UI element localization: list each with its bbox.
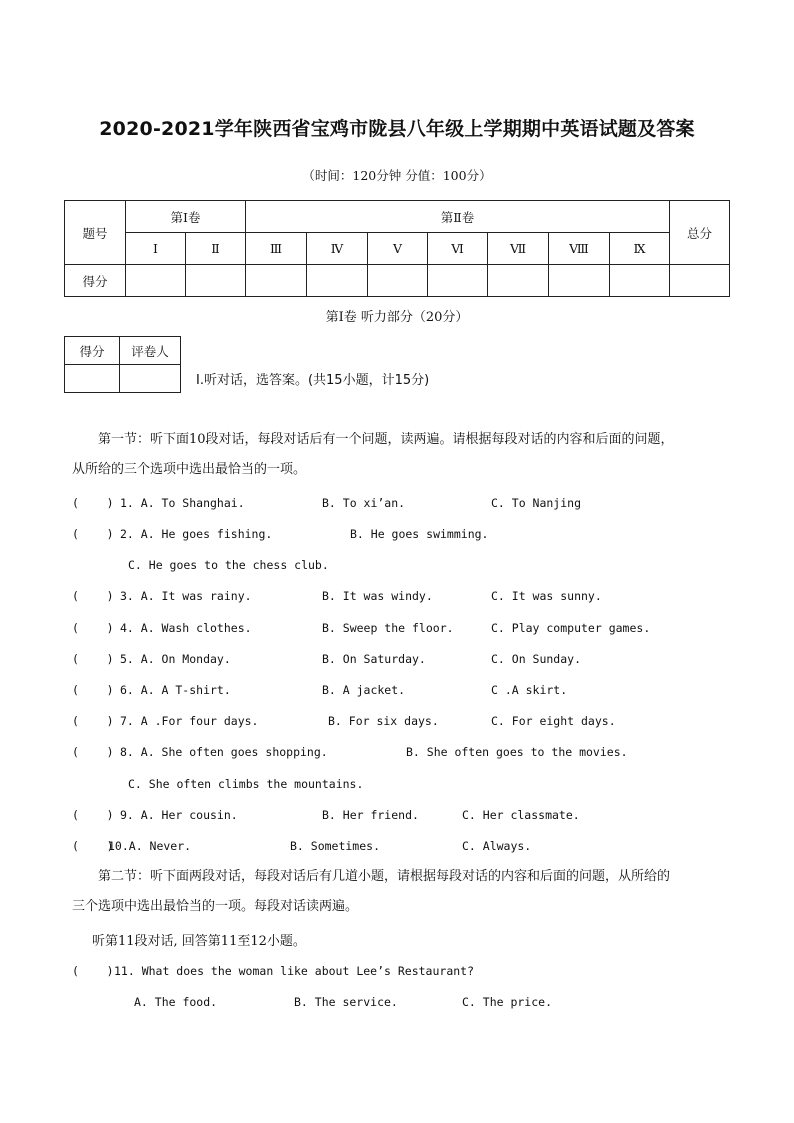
- option-a: 6. A. A T-shirt.: [120, 683, 231, 697]
- section2-intro-line2: 三个选项中选出最恰当的一项。每段对话读两遍。: [72, 899, 359, 914]
- option-c: C .A skirt.: [491, 683, 568, 697]
- answer-blank[interactable]: ( ): [72, 745, 114, 759]
- answer-blank[interactable]: ( ): [72, 714, 114, 728]
- option-c: C. It was sunny.: [491, 589, 602, 603]
- question-row: [72, 555, 732, 575]
- question-row: [72, 524, 732, 544]
- col-6: Ⅵ: [428, 233, 488, 265]
- option-b: B. On Saturday.: [322, 652, 426, 666]
- option-b: B. Sweep the floor.: [322, 621, 454, 635]
- question-row: [72, 774, 732, 794]
- question-row: [72, 649, 732, 669]
- score-cell[interactable]: [246, 265, 307, 297]
- exam-subtitle: （时间：120分钟 分值：100分）: [302, 168, 492, 183]
- part1-heading: I.听对话，选答案。(共15小题，计15分): [196, 373, 430, 388]
- option-c: C. Always.: [462, 839, 532, 853]
- score-cell[interactable]: [368, 265, 428, 297]
- grader-score-cell[interactable]: [65, 365, 120, 393]
- section2-intro: [72, 862, 732, 922]
- score-cell[interactable]: [549, 265, 610, 297]
- score-cell[interactable]: [126, 265, 186, 297]
- option-a: 1. A. To Shanghai.: [120, 496, 245, 510]
- score-cell[interactable]: [307, 265, 368, 297]
- col-8: Ⅷ: [549, 233, 610, 265]
- option-b: B. To xi’an.: [322, 496, 406, 510]
- section-heading: 第Ⅰ卷 听力部分（20分）: [325, 310, 469, 325]
- option-c: C. On Sunday.: [491, 652, 582, 666]
- section1-intro-line2: 从所给的三个选项中选出最恰当的一项。: [72, 462, 307, 477]
- total-label: 总分: [670, 201, 730, 265]
- option-a: 5. A. On Monday.: [120, 652, 231, 666]
- grader-score-label: 得分: [65, 337, 120, 365]
- grader-name-label: 评卷人: [120, 337, 181, 365]
- section2-intro-line1: 第二节：听下面两段对话，每段对话后有几道小题，请根据每段对话的内容和后面的问题，从所给的: [98, 869, 671, 884]
- col-5: Ⅴ: [368, 233, 428, 265]
- section1-intro: [72, 425, 732, 485]
- question-row: [72, 680, 732, 700]
- question-row: [72, 493, 732, 513]
- question-11-options: [72, 992, 732, 1012]
- option-b: B. It was windy.: [322, 589, 433, 603]
- option-a: 10.A. Never.: [108, 839, 192, 853]
- option-c: C. For eight days.: [491, 714, 616, 728]
- option-c: C. She often climbs the mountains.: [128, 777, 364, 791]
- option-c: C. Her classmate.: [462, 808, 580, 822]
- part1-label: 第Ⅰ卷: [126, 201, 246, 233]
- option-c: C. To Nanjing: [491, 496, 582, 510]
- score-table: [64, 200, 730, 297]
- question-11: [72, 961, 732, 981]
- answer-blank[interactable]: ( ): [72, 808, 114, 822]
- score-cell[interactable]: [186, 265, 246, 297]
- option-a: 8. A. She often goes shopping.: [120, 745, 328, 759]
- answer-blank[interactable]: ( ): [72, 527, 114, 541]
- col-9: Ⅸ: [610, 233, 670, 265]
- question-stem: 11. What does the woman like about Lee’s Restaurant?: [114, 964, 475, 978]
- section1-intro-line1: 第一节：听下面10段对话，每段对话后有一个问题，读两遍。请根据每段对话的内容和后面的问题，: [98, 432, 674, 447]
- col-3: Ⅲ: [246, 233, 307, 265]
- option-a: 2. A. He goes fishing.: [120, 527, 273, 541]
- option-c: C. Play computer games.: [491, 621, 651, 635]
- option-a: 7. A .For four days.: [120, 714, 259, 728]
- dialog11-intro: 听第11段对话, 回答第11至12小题。: [92, 934, 306, 949]
- question-row: [72, 618, 732, 638]
- col-4: Ⅳ: [307, 233, 368, 265]
- question-row: [72, 711, 732, 731]
- question-row: [72, 836, 732, 856]
- score-header-label: 题号: [65, 201, 126, 265]
- answer-blank[interactable]: ( ): [72, 683, 114, 697]
- col-2: Ⅱ: [186, 233, 246, 265]
- option-a: 4. A. Wash clothes.: [120, 621, 252, 635]
- option-c: C. The price.: [462, 995, 553, 1009]
- answer-blank[interactable]: ( ): [72, 964, 114, 978]
- col-7: Ⅶ: [488, 233, 549, 265]
- option-b: B. She often goes to the movies.: [406, 745, 628, 759]
- option-a: 9. A. Her cousin.: [120, 808, 238, 822]
- answer-blank[interactable]: ( ): [72, 621, 114, 635]
- answer-blank[interactable]: ( ): [72, 652, 114, 666]
- grader-name-cell[interactable]: [120, 365, 181, 393]
- option-b: B. Her friend.: [322, 808, 419, 822]
- answer-blank[interactable]: ( ): [72, 589, 114, 603]
- option-b: B. Sometimes.: [290, 839, 381, 853]
- question-row: [72, 742, 732, 762]
- option-b: B. The service.: [294, 995, 398, 1009]
- score-cell[interactable]: [670, 265, 730, 297]
- score-cell[interactable]: [610, 265, 670, 297]
- option-a: A. The food.: [134, 995, 218, 1009]
- page-title: 2020-2021学年陕西省宝鸡市陇县八年级上学期期中英语试题及答案: [99, 118, 695, 140]
- question-row: [72, 805, 732, 825]
- option-b: B. For six days.: [328, 714, 439, 728]
- question-row: [72, 586, 732, 606]
- col-1: Ⅰ: [126, 233, 186, 265]
- answer-blank[interactable]: ( ): [72, 839, 114, 853]
- option-b: B. A jacket.: [322, 683, 406, 697]
- score-row-label: 得分: [65, 265, 126, 297]
- option-b: B. He goes swimming.: [350, 527, 489, 541]
- score-cell[interactable]: [488, 265, 549, 297]
- option-a: 3. A. It was rainy.: [120, 589, 252, 603]
- part2-label: 第Ⅱ卷: [246, 201, 670, 233]
- grader-table: [64, 336, 181, 393]
- score-cell[interactable]: [428, 265, 488, 297]
- answer-blank[interactable]: ( ): [72, 496, 114, 510]
- option-c: C. He goes to the chess club.: [128, 558, 329, 572]
